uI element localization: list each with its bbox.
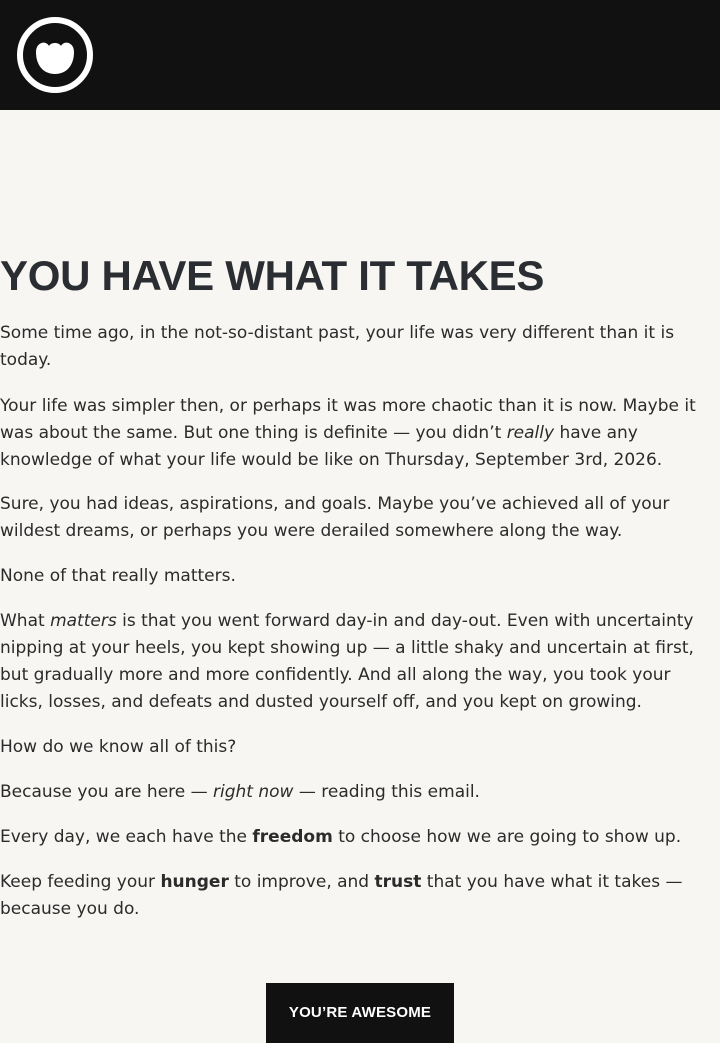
paragraph-2 xyxy=(0,393,716,474)
paragraph-7-text-a: Because you are here — xyxy=(0,782,214,802)
paragraph-1-line-2: today. xyxy=(0,350,52,370)
emphasis-matters: matters xyxy=(50,611,117,631)
page-title: YOU HAVE WHAT IT TAKES xyxy=(0,252,545,299)
strong-trust: trust xyxy=(374,872,422,892)
paragraph-3-line-2: wildest dreams, or perhaps you were derailed somewhere along the way. xyxy=(0,521,623,541)
paragraph-1-line-1: Some time ago, in the not-so-distant past, your life was very different than it is xyxy=(0,323,675,343)
emphasis-right-now: right now xyxy=(213,782,294,802)
paragraph-8 xyxy=(0,824,716,851)
paragraph-5-text-b: is that you went forward day-in and day-out. Even with uncertainty xyxy=(116,611,694,631)
paragraph-9-text-c: that you have what it takes — xyxy=(421,872,683,892)
paragraph-3-line-1: Sure, you had ideas, aspirations, and goals. Maybe you’ve achieved all of your xyxy=(0,494,670,514)
paragraph-9-text-b: to improve, and xyxy=(228,872,375,892)
paragraph-6 xyxy=(0,734,716,761)
paragraph-8-text-a: Every day, we each have the xyxy=(0,827,253,847)
paragraph-7-line-1 xyxy=(0,779,716,806)
paragraph-5-line-1 xyxy=(0,608,716,635)
strong-hunger: hunger xyxy=(160,872,229,892)
paragraph-1 xyxy=(0,320,716,374)
paragraph-8-line-1 xyxy=(0,824,716,851)
paragraph-4-line-1: None of that really matters. xyxy=(0,566,236,586)
paragraph-2-line-2 xyxy=(0,420,716,447)
paragraph-5-text-a: What xyxy=(0,611,51,631)
paragraph-5-line-3: but gradually more and more confidently. And all along the way, you took your xyxy=(0,665,671,685)
paragraph-4 xyxy=(0,563,716,590)
paragraph-9-line-2: because you do. xyxy=(0,899,140,919)
paragraph-9 xyxy=(0,869,716,923)
strong-freedom: freedom xyxy=(252,827,333,847)
paragraph-5 xyxy=(0,608,716,716)
paragraph-2-text-a: was about the same. But one thing is definite — you didn’t xyxy=(0,423,507,443)
paragraph-3 xyxy=(0,491,716,545)
paragraph-2-line-1: Your life was simpler then, or perhaps it was more chaotic than it is now. Maybe it xyxy=(0,396,696,416)
paragraph-5-line-4: licks, losses, and defeats and dusted yourself off, and you kept on growing. xyxy=(0,692,642,712)
youre-awesome-button[interactable]: YOU’RE AWESOME xyxy=(266,983,454,1043)
paragraph-9-line-1 xyxy=(0,869,716,896)
paragraph-8-text-b: to choose how we are going to show up. xyxy=(332,827,682,847)
paragraph-5-line-2: nipping at your heels, you kept showing up — a little shaky and uncertain at first, xyxy=(0,638,694,658)
paragraph-2-line-3: knowledge of what your life would be like on Thursday, September 3rd, 2026. xyxy=(0,450,663,470)
paragraph-7 xyxy=(0,779,716,806)
beard-logo-icon[interactable] xyxy=(16,16,94,94)
paragraph-7-text-b: — reading this email. xyxy=(293,782,480,802)
email-header xyxy=(0,0,720,110)
paragraph-6-line-1: How do we know all of this? xyxy=(0,737,237,757)
emphasis-really: really xyxy=(506,423,555,443)
paragraph-9-text-a: Keep feeding your xyxy=(0,872,161,892)
paragraph-2-text-b: have any xyxy=(554,423,638,443)
